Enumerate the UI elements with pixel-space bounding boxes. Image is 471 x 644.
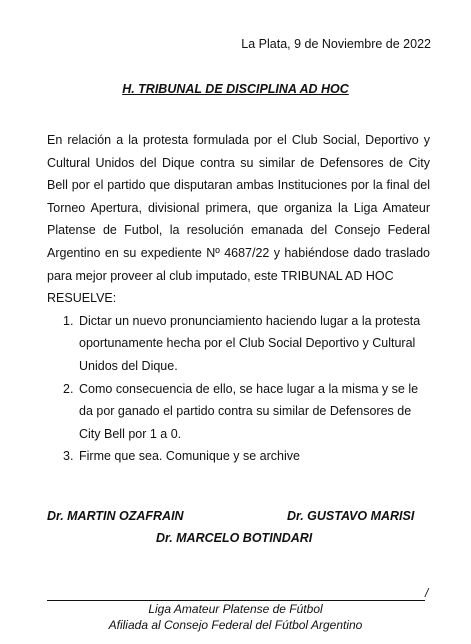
footer-affiliation: Afiliada al Consejo Federal del Fútbol Argentino bbox=[108, 617, 363, 632]
signature-gustavo-marisi: Dr. GUSTAVO MARISI bbox=[287, 509, 415, 523]
list-item-number: 3. bbox=[63, 449, 74, 464]
intro-paragraph: En relación a la protesta formulada por el Club Social, Deportivo y Cultural Unidos del Dique contra su similar de Defensores de City Bell por el partido que disputaran ambas Instituciones por la final del Torneo Apertura, divisional primera, que organiza la Liga Amateur Platense de Futbol, la resolución emanada del Consejo Federal Argentino en su expediente Nº 4687/22 y habiéndose dado traslado para mejor proveer al club imputado, este TRIBUNAL AD HOC bbox=[47, 133, 430, 283]
list-item-text: Firme que sea. Comunique y se archive bbox=[79, 449, 300, 464]
footer-divider bbox=[47, 600, 425, 601]
list-item bbox=[63, 445, 430, 468]
list-item-text: Dictar un nuevo pronunciamiento haciendo lugar a la protesta oportunamente hecha por el Club Social Deportivo y Cultural Unidos del Dique. bbox=[79, 313, 421, 373]
footer-slash: / bbox=[425, 586, 429, 600]
resolution-list bbox=[47, 310, 430, 468]
signature-marcelo-botindari: Dr. MARCELO BOTINDARI bbox=[156, 531, 313, 545]
document-body bbox=[47, 129, 430, 468]
list-item-number: 1. bbox=[63, 313, 74, 328]
signature-martin-ozafrain: Dr. MARTIN OZAFRAIN bbox=[47, 509, 184, 523]
list-item bbox=[63, 378, 430, 446]
list-item-text: Como consecuencia de ello, se hace lugar a la misma y se le da por ganado el partido contra su similar de Defensores de City Bell por 1 a 0. bbox=[79, 381, 419, 441]
resuelve-label: RESUELVE: bbox=[47, 291, 117, 306]
list-item bbox=[63, 310, 430, 378]
footer-league-name: Liga Amateur Platense de Fútbol bbox=[148, 602, 323, 616]
document-date: La Plata, 9 de Noviembre de 2022 bbox=[241, 37, 431, 51]
document-heading: H. TRIBUNAL DE DISCIPLINA AD HOC bbox=[122, 82, 349, 96]
footer bbox=[0, 602, 471, 633]
list-item-number: 2. bbox=[63, 381, 74, 396]
